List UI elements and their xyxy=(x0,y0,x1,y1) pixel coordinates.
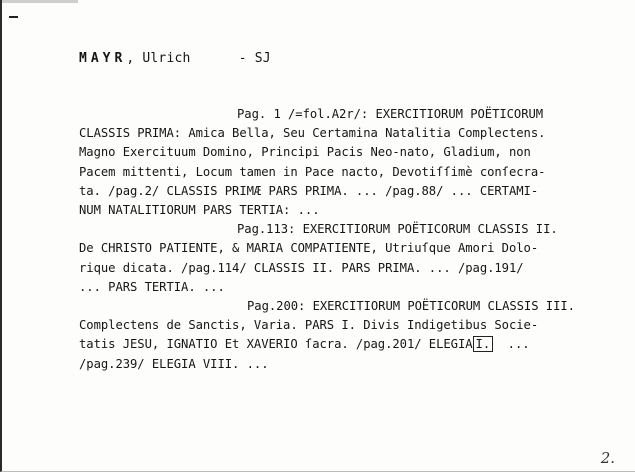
entry-line: Pag.200: EXERCITIORUM POËTICORUM CLASSIS III. xyxy=(247,299,575,314)
entry-line: Magno Exercituum Domino, Principi Pacis Neo-nato, Gladium, non xyxy=(79,145,531,160)
entry-line: rique dicata. /pag.114/ CLASSIS II. PARS PRIMA. ... /pag.191/ xyxy=(79,260,524,275)
entry-line: ... PARS TERTIA. ... xyxy=(79,279,225,294)
entry-line xyxy=(79,335,609,354)
card-number: 2. xyxy=(600,449,615,467)
card-heading: MAYR, Ulrich - SJ xyxy=(79,51,271,66)
margin-mark xyxy=(9,16,18,18)
boxed-numeral: I. xyxy=(473,336,494,352)
entry-line: CLASSIS PRIMA: Amica Bella, Seu Certamina Natalitia Complectens. xyxy=(79,126,546,141)
entry-line: Pag.113: EXERCITIORUM POËTICORUM CLASSIS II. xyxy=(237,222,558,237)
entry-line-tail: ... xyxy=(493,337,530,352)
entry-line: De CHRISTO PATIENTE, & MARIA COMPATIENTE, Utriuſque Amori Dolo- xyxy=(79,241,539,256)
entry-line: Pag. 1 /=fol.A2r/: EXERCITIORUM POËTICORUM xyxy=(237,107,544,121)
author-given-name: Ulrich xyxy=(142,51,191,66)
entry-line: Pacem mittenti, Locum tamen in Pace nacto, Devotiſſimè conſecra- xyxy=(79,164,546,179)
entry-line: Complectens de Sanctis, Varia. PARS I. Divis Indigetibus Socie- xyxy=(79,318,539,333)
entry-line: ta. /pag.2/ CLASSIS PRIMÆ PARS PRIMA. ... /pag.88/ ... CERTAMI- xyxy=(79,183,539,198)
card-entry-text xyxy=(79,105,609,374)
author-surname: MAYR xyxy=(79,51,127,66)
card-edge xyxy=(2,0,635,3)
entry-line: NUM NATALITIORUM PARS TERTIA: ... xyxy=(79,203,320,218)
entry-line-text: tatis JESU, IGNATIO Et XAVERIO ſacra. /pag.201/ ELEGIA xyxy=(79,337,473,352)
entry-line: /pag.239/ ELEGIA VIII. ... xyxy=(79,356,269,371)
religious-order: - SJ xyxy=(238,51,271,66)
